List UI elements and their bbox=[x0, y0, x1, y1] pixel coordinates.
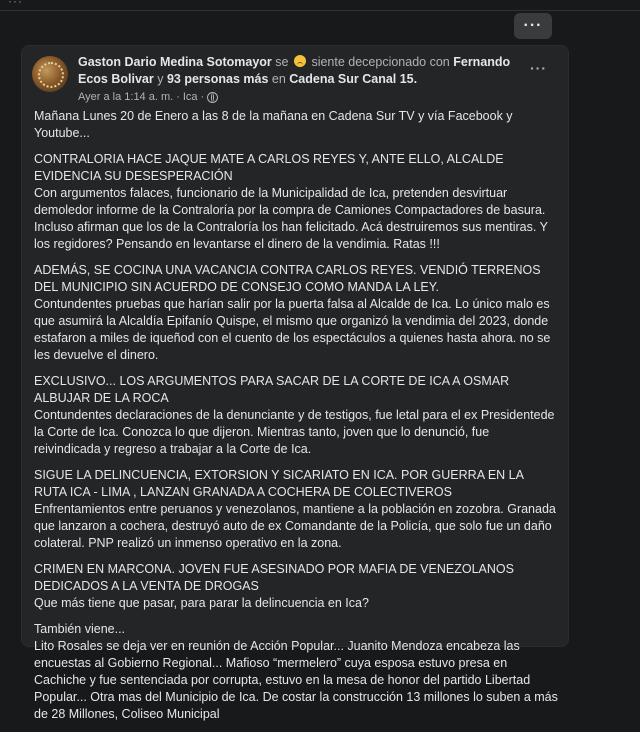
globe-icon[interactable] bbox=[207, 92, 218, 103]
author-name[interactable]: Gaston Dario Medina Sotomayor bbox=[78, 55, 272, 69]
tagged-person-link[interactable]: Fernando Ecos Bolivar bbox=[78, 55, 511, 86]
post-meta: Ayer a la 1:14 a. m. · Ica · bbox=[78, 91, 218, 103]
post-paragraph: También viene... Lito Rosales se deja ver en reunión de Acción Popular... Juanito Mendoza encabeza las encuestas al Gobierno Regional... Mafioso “mermelero” cuya esposa estuvo presa en Cachiche y fue sentenciada por corrupta, estuvo en la mesa de honor del partido Libertad Popular... Otra mas del Municipio de Ica. De costar la construcción 13 millones lo suben a más de 28 Millones, Coliseo Municipal bbox=[34, 622, 558, 721]
post-paragraph: EXCLUSIVO... LOS ARGUMENTOS PARA SACAR DE LA CORTE DE ICA A OSMAR ALBUJAR DE LA ROCA Contundentes declaraciones de la denunciante y de testigos, fue letal para el ex Presidentede la Corte de Ica. Conozca lo que dijeron. Mientras tanto, joven que lo denunció, fue reivindicada y regreso a trabajar a la Corte de Ica. bbox=[34, 374, 555, 456]
post-paragraph: CRIMEN EN MARCONA. JOVEN FUE ASESINADO POR MAFIA DE VENEZOLANOS DEDICADOS A LA VENTA DE DROGAS Que más tiene que pasar, para parar la delincuencia en Ica? bbox=[34, 562, 514, 610]
place-link[interactable]: Cadena Sur Canal 15. bbox=[289, 72, 418, 86]
post-more-icon[interactable]: ··· bbox=[530, 60, 547, 76]
post-header-text: Gaston Dario Medina Sotomayor se siente decepcionado con Fernando Ecos Bolivar y 93 personas más en Cadena Sur Canal 15. bbox=[78, 55, 511, 86]
post-body bbox=[34, 108, 558, 732]
post-paragraph: Mañana Lunes 20 de Enero a las 8 de la mañana en Cadena Sur TV y vía Facebook y Youtube... bbox=[34, 109, 513, 140]
post-paragraph: ADEMÁS, SE COCINA UNA VACANCIA CONTRA CARLOS REYES. VENDIÓ TERRENOS DEL MUNICIPIO SIN ACUERDO DE CONSEJO COMO MANDA LA LEY. Contundentes pruebas que harían salir por la puerta falsa al Alcalde de Ica. Lo único malo es que asumirá la Alcaldía Epifanío Quispe, el mismo que organizó la vendimia del 2023, donde estafaron a miles de iqueñod con el cuento de los espectáculos a quienes hasta ahora. no se les devuelve el dinero. bbox=[34, 263, 551, 362]
post-timestamp[interactable]: Ayer a la 1:14 a. m. bbox=[78, 91, 174, 103]
post-paragraph: CONTRALORIA HACE JAQUE MATE A CARLOS REYES Y, ANTE ELLO, ALCALDE EVIDENCIA SU DESESPERACIÓN Con argumentos falaces, funcionario de la Municipalidad de Ica, pretenden desvirtuar demoledor informe de la Contraloría por la compra de Camiones Compactadores de basura. Incluso afirman que los de la Contraloría los han felicitado. Acá destruiremos sus mentiras. Y los regidores? Pensando en levantarse el dinero de la vendimia. Ratas !!! bbox=[34, 152, 548, 251]
post-card bbox=[21, 45, 569, 721]
disappointed-emoji-icon bbox=[294, 55, 306, 67]
others-link[interactable]: 93 personas más bbox=[166, 72, 269, 86]
top-more-icon[interactable]: ··· bbox=[8, 0, 23, 8]
more-options-button[interactable]: ··· bbox=[514, 13, 552, 39]
post-location[interactable]: Ica bbox=[182, 91, 198, 103]
top-bar bbox=[0, 0, 640, 11]
post-paragraph: SIGUE LA DELINCUENCIA, EXTORSION Y SICARIATO EN ICA. POR GUERRA EN LA RUTA ICA - LIMA , LANZAN GRANADA A COCHERA DE COLECTIVEROS Enfrentamientos entre peruanos y venezolanos, mantiene a la población en zozobra. Granada que lanzaron a cochera, destruyó auto de ex Comandante de la Policía, que solo fue un daño colateral. PNP realizó un inmenso operativo en la zona. bbox=[34, 468, 556, 550]
avatar[interactable] bbox=[32, 56, 68, 92]
